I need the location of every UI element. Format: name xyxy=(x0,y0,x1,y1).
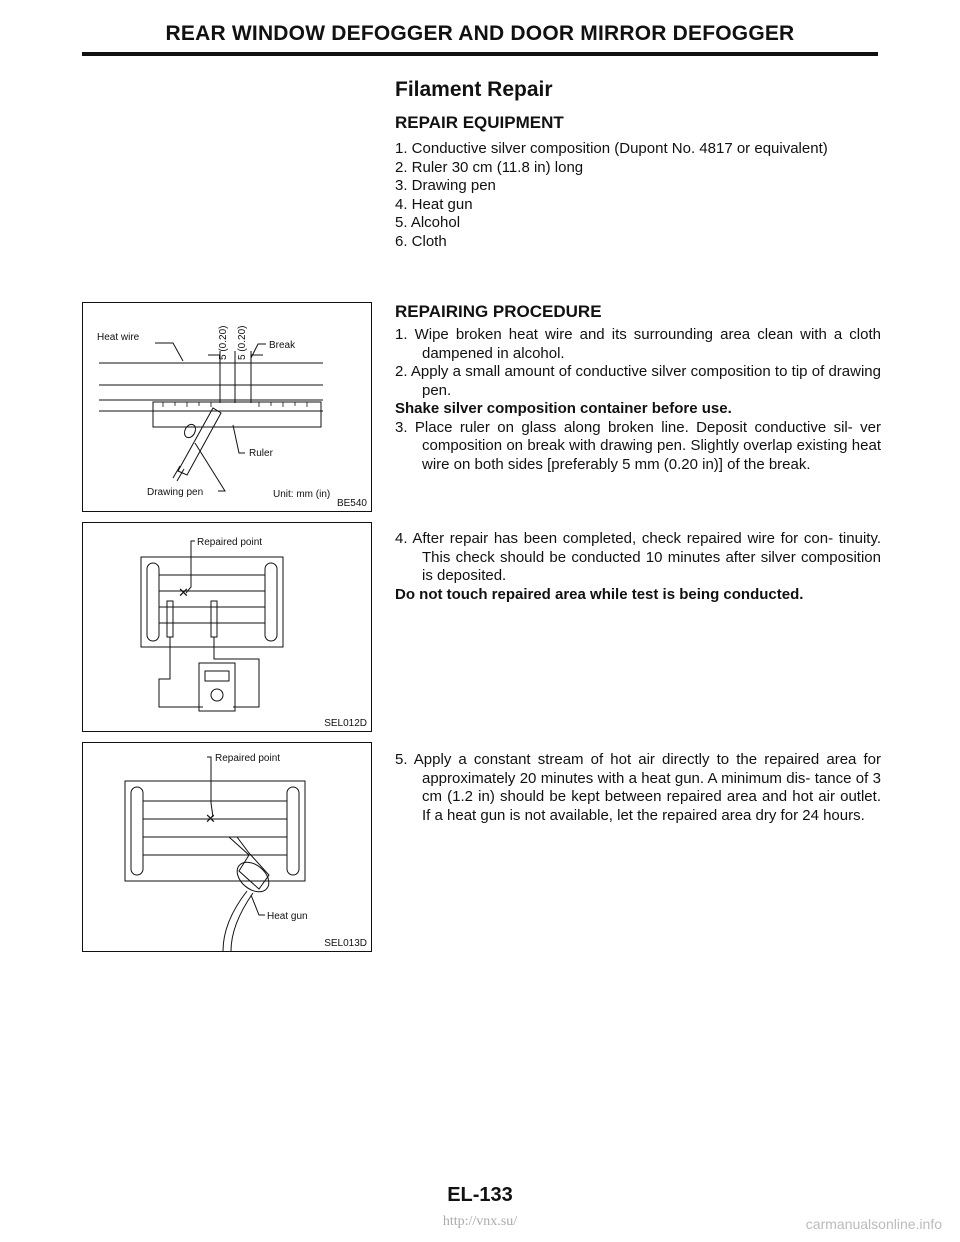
repaired-point-label: Repaired point xyxy=(197,537,263,548)
heat-wire-label: Heat wire xyxy=(97,332,140,343)
heat-gun-illustration xyxy=(83,743,371,951)
continuity-check-illustration xyxy=(83,523,371,731)
ruler-repair-illustration xyxy=(83,303,371,511)
dimension-label-b: 5 (0.20) xyxy=(237,325,248,360)
equipment-heading: REPAIR EQUIPMENT xyxy=(395,113,564,132)
repaired-point-label: Repaired point xyxy=(215,753,281,764)
equipment-item: 2. Ruler 30 cm (11.8 in) long xyxy=(395,158,584,176)
equipment-item: 1. Conductive silver composition (Dupont No. 4817 or equivalent) xyxy=(395,140,828,157)
section-title: Filament Repair xyxy=(395,78,553,101)
procedure-step-4: 4. After repair has been completed, check repaired wire for con- tinuity. This check should be conducted 10 minutes after silver composition is deposited. xyxy=(395,530,881,584)
figure-ruler-repair xyxy=(82,302,372,512)
procedure-step-1: 1. Wipe broken heat wire and its surrounding area clean with a cloth dampened in alcohol. xyxy=(395,326,881,362)
procedure-heading: REPAIRING PROCEDURE xyxy=(395,302,602,321)
equipment-item: 6. Cloth xyxy=(395,232,447,250)
repair-mark-icon: ✕ xyxy=(205,812,216,827)
equipment-item: 5. Alcohol xyxy=(395,214,461,231)
dimension-label-a: 5 (0.20) xyxy=(218,325,229,360)
figure-code: BE540 xyxy=(336,498,367,509)
heat-gun-label: Heat gun xyxy=(267,911,308,922)
watermark: carmanualsonline.info xyxy=(805,1216,942,1232)
equipment-item: 3. Drawing pen xyxy=(395,177,496,194)
procedure-block-3 xyxy=(395,751,881,825)
figure-continuity-check xyxy=(82,522,372,732)
equipment-list xyxy=(395,140,828,251)
figure-code: SEL012D xyxy=(324,718,367,729)
repair-mark-icon: ✕ xyxy=(178,586,189,601)
procedure-step-5: 5. Apply a constant stream of hot air directly to the repaired area for approximately 20 minutes with a heat gun. A minimum dis- tance of 3 cm (1.2 in) should be kept between repaired area and hot air outlet. If a heat gun is not available, let the repaired area dry for 24 hours. xyxy=(395,751,881,824)
equipment-item: 4. Heat gun xyxy=(395,195,473,213)
footer-url[interactable]: http://vnx.su/ xyxy=(442,1214,518,1229)
procedure-step-3: 3. Place ruler on glass along broken line. Deposit conductive sil- ver composition on break with drawing pen. Slightly overlap existing heat wire on both sides [preferably 5 mm (0.20 in)] of the break. xyxy=(395,418,881,473)
procedure-block-1 xyxy=(395,326,881,474)
caution-note-2: Do not touch repaired area while test is being conducted. xyxy=(395,585,804,603)
procedure-block-2 xyxy=(395,530,881,604)
break-label: Break xyxy=(269,340,296,351)
figure-heat-gun xyxy=(82,742,372,952)
page-number: EL-133 xyxy=(447,1184,513,1206)
page-header: REAR WINDOW DEFOGGER AND DOOR MIRROR DEFOGGER xyxy=(165,22,795,45)
figure-code: SEL013D xyxy=(324,938,367,949)
drawing-pen-label: Drawing pen xyxy=(147,487,204,498)
procedure-step-2: 2. Apply a small amount of conductive silver composition to tip of drawing pen. xyxy=(395,363,881,399)
header-rule xyxy=(82,52,878,56)
unit-label: Unit: mm (in) xyxy=(273,489,331,500)
ruler-label: Ruler xyxy=(249,448,273,459)
caution-note-1: Shake silver composition container before use. xyxy=(395,400,732,417)
